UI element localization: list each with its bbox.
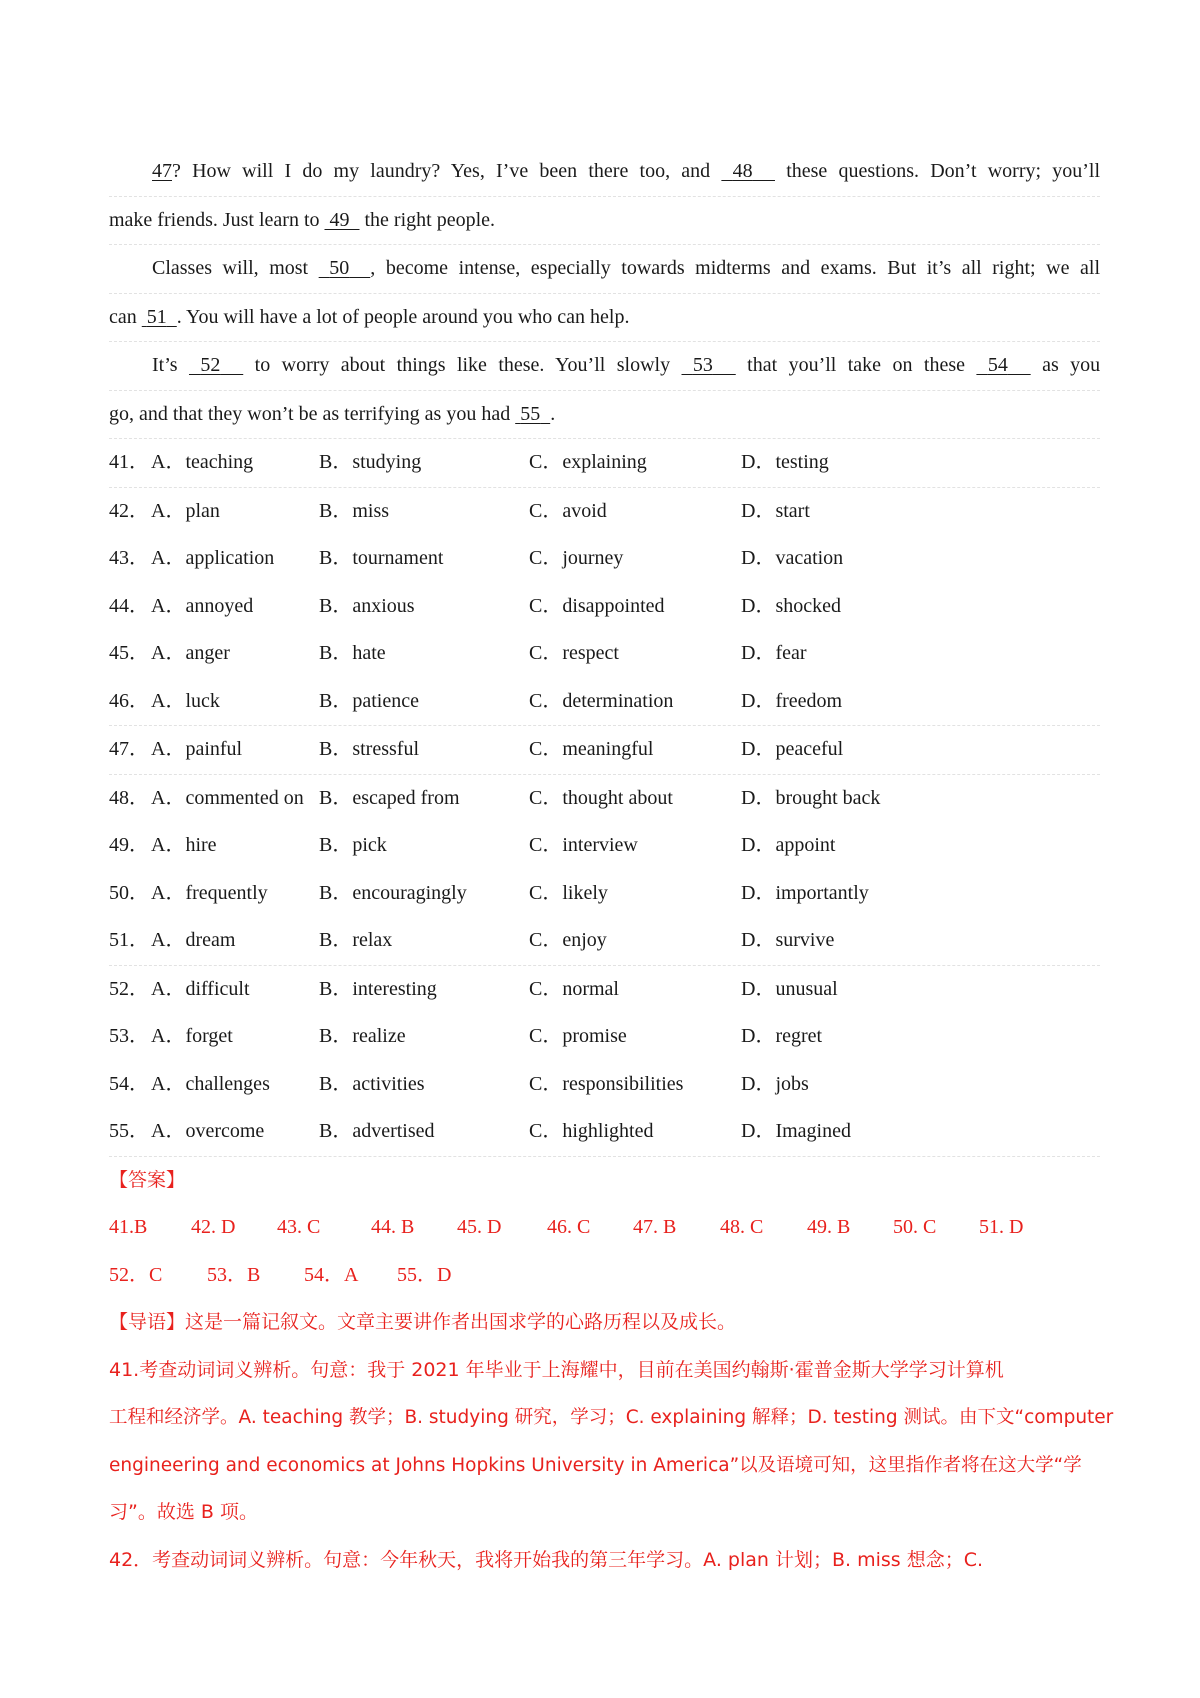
option-d: D．peaceful: [741, 738, 844, 760]
blank-54: 54: [987, 354, 1008, 376]
question-number: 55．: [109, 1120, 149, 1142]
guide-text: 【导语】这是一篇记叙文。文章主要讲作者出国求学的心路历程以及成长。: [109, 1311, 737, 1333]
passage-text: the right people.: [364, 208, 496, 231]
blank-55: 55: [520, 402, 541, 425]
question-row: [109, 1061, 1100, 1109]
option-d: D．shocked: [741, 594, 841, 617]
question-row: [109, 775, 1100, 823]
option-c: C．normal: [529, 977, 619, 1000]
question-row: [109, 726, 1100, 775]
option-c: C．interview: [529, 834, 638, 856]
option-b: B．encouragingly: [319, 881, 467, 904]
explanation-line: 习”。故选 B 项。: [109, 1501, 258, 1523]
answer-item: 50. C: [893, 1216, 937, 1238]
option-b: B．patience: [319, 689, 419, 712]
answer-item: 55．D: [397, 1263, 452, 1286]
blank-47: 47: [152, 160, 172, 182]
option-a: A．commented on: [151, 786, 304, 809]
passage-text: go, and that they won’t be as terrifying as you had: [109, 402, 511, 425]
question-row: [109, 822, 1100, 870]
question-row: [109, 583, 1100, 631]
answer-item: 43. C: [277, 1216, 321, 1238]
option-a: A．dream: [151, 929, 236, 951]
option-a: A．forget: [151, 1025, 233, 1047]
option-d: D．importantly: [741, 881, 869, 904]
option-c: C．journey: [529, 547, 624, 569]
passage-text: to worry about things like these. You’ll slowly: [254, 354, 671, 376]
question-number: 52．: [109, 977, 149, 1000]
blank-52: 52: [200, 354, 221, 376]
option-b: B．stressful: [319, 738, 419, 760]
question-number: 42．: [109, 499, 149, 522]
option-d: D．appoint: [741, 834, 836, 856]
question-row: [109, 966, 1100, 1014]
answer-item: 48. C: [720, 1216, 764, 1238]
option-a: A．luck: [151, 689, 220, 712]
question-number: 44．: [109, 594, 149, 617]
question-number: 48．: [109, 786, 149, 809]
passage-text: It’s: [152, 354, 178, 376]
option-b: B．interesting: [319, 977, 437, 1000]
question-number: 46．: [109, 689, 149, 712]
answer-item: 54．A: [304, 1263, 359, 1286]
answer-item: 41.B: [109, 1216, 148, 1238]
option-a: A．plan: [151, 499, 220, 522]
option-c: C．meaningful: [529, 738, 654, 760]
question-number: 45．: [109, 642, 149, 664]
answer-item: 49. B: [807, 1216, 851, 1238]
answer-item: 51. D: [979, 1216, 1024, 1238]
passage-text: make friends. Just learn to: [109, 208, 320, 231]
blank-48: 48: [732, 160, 753, 182]
passage-line: [109, 391, 1100, 440]
question-row: [109, 488, 1100, 536]
option-c: C．thought about: [529, 786, 673, 809]
answer-row: [109, 1252, 1100, 1300]
option-b: B．relax: [319, 929, 393, 951]
answer-item: 53．B: [207, 1263, 261, 1286]
option-d: D．testing: [741, 451, 829, 473]
option-d: D．regret: [741, 1025, 823, 1047]
explanation-line: 41.考查动词词义辨析。句意：我于 2021 年毕业于上海耀中，目前在美国约翰斯·霍普金斯大学学习计算机: [109, 1358, 1004, 1381]
option-c: C．likely: [529, 881, 608, 904]
option-c: C．explaining: [529, 451, 647, 473]
option-d: D．survive: [741, 929, 835, 951]
option-b: B．studying: [319, 451, 422, 473]
option-b: B．escaped from: [319, 786, 460, 809]
option-a: A．challenges: [151, 1072, 270, 1095]
passage-line: [109, 245, 1100, 294]
answer-heading: 【答案】: [109, 1168, 186, 1191]
question-number: 53．: [109, 1025, 149, 1047]
option-d: D．start: [741, 499, 810, 522]
question-row: [109, 1108, 1100, 1157]
question-row: [109, 917, 1100, 966]
blank-53: 53: [692, 354, 713, 376]
option-a: A．hire: [151, 834, 217, 856]
answer-row: [109, 1204, 1100, 1252]
passage-text: can: [109, 305, 137, 328]
option-a: A．overcome: [151, 1120, 265, 1142]
option-b: B．activities: [319, 1072, 425, 1095]
question-number: 54．: [109, 1072, 149, 1095]
option-d: D．Imagined: [741, 1120, 851, 1142]
option-b: B．advertised: [319, 1120, 435, 1142]
option-d: D．unusual: [741, 977, 838, 1000]
option-c: C．highlighted: [529, 1120, 654, 1142]
passage-text: these questions. Don’t worry; you’ll: [786, 160, 1101, 182]
question-row: [109, 678, 1100, 727]
passage-line: [109, 148, 1100, 197]
passage-text: Classes will, most: [152, 257, 309, 279]
explanation-line: engineering and economics at Johns Hopkins University in America”以及语境可知，这里指作者将在这大学“学: [109, 1454, 1082, 1476]
option-a: A．anger: [151, 642, 230, 664]
passage-text: that you’ll take on these: [747, 354, 965, 376]
passage-line: [109, 342, 1100, 391]
option-b: B．hate: [319, 642, 386, 664]
option-a: A．teaching: [151, 451, 254, 473]
option-c: C．responsibilities: [529, 1072, 684, 1095]
answer-item: 42. D: [191, 1216, 236, 1238]
answer-item: 44. B: [371, 1216, 415, 1238]
question-number: 43．: [109, 547, 149, 569]
document-page: [109, 148, 1114, 1584]
option-d: D．vacation: [741, 547, 844, 569]
option-c: C．promise: [529, 1025, 627, 1047]
passage-text: as you: [1042, 354, 1101, 376]
blank-49: 49: [329, 208, 350, 231]
question-list: [109, 439, 1100, 1157]
explanation-line: 工程和经济学。A. teaching 教学；B. studying 研究，学习；C. explaining 解释；D. testing 测试。由下文“computer: [109, 1407, 1114, 1428]
option-b: B．miss: [319, 499, 390, 522]
option-a: A．frequently: [151, 881, 268, 904]
option-d: D．brought back: [741, 786, 881, 809]
option-a: A．difficult: [151, 977, 250, 1000]
option-b: B．tournament: [319, 547, 444, 569]
passage-line: [109, 197, 1100, 246]
option-c: C．respect: [529, 642, 619, 664]
passage-line: [109, 294, 1100, 343]
answer-item: 46. C: [547, 1216, 591, 1238]
option-c: C．determination: [529, 689, 674, 712]
question-number: 51．: [109, 929, 149, 951]
option-c: C．disappointed: [529, 594, 665, 617]
answer-item: 45. D: [457, 1216, 502, 1238]
blank-50: 50: [329, 257, 350, 279]
option-c: C．avoid: [529, 499, 607, 522]
question-number: 41．: [109, 451, 149, 473]
question-row: [109, 535, 1100, 583]
answer-item: 52．C: [109, 1263, 163, 1286]
question-number: 50．: [109, 881, 149, 904]
option-b: B．pick: [319, 834, 387, 856]
question-row: [109, 630, 1100, 678]
question-row: [109, 1013, 1100, 1061]
option-a: A．annoyed: [151, 594, 254, 617]
blank-51: 51: [146, 305, 167, 328]
option-c: C．enjoy: [529, 929, 607, 951]
question-row: [109, 870, 1100, 918]
option-a: A．painful: [151, 738, 243, 760]
passage-text: .: [550, 402, 556, 425]
option-d: D．fear: [741, 642, 807, 664]
answer-item: 47. B: [633, 1216, 677, 1238]
option-d: D．freedom: [741, 689, 843, 712]
explanation-line: 42．考查动词词义辨析。句意：今年秋天，我将开始我的第三年学习。A. plan 计划；B. miss 想念；C.: [109, 1548, 984, 1571]
option-b: B．realize: [319, 1025, 406, 1047]
question-row: [109, 439, 1100, 488]
option-d: D．jobs: [741, 1072, 809, 1095]
option-a: A．application: [151, 547, 275, 569]
question-number: 47．: [109, 738, 149, 760]
passage-text: . You will have a lot of people around you who can help.: [176, 305, 630, 328]
option-b: B．anxious: [319, 594, 415, 617]
question-number: 49．: [109, 834, 149, 856]
passage-text: , become intense, especially towards midterms and exams. But it’s all right; we all: [370, 257, 1101, 279]
passage-text: ? How will I do my laundry? Yes, I’ve been there too, and: [172, 160, 711, 182]
